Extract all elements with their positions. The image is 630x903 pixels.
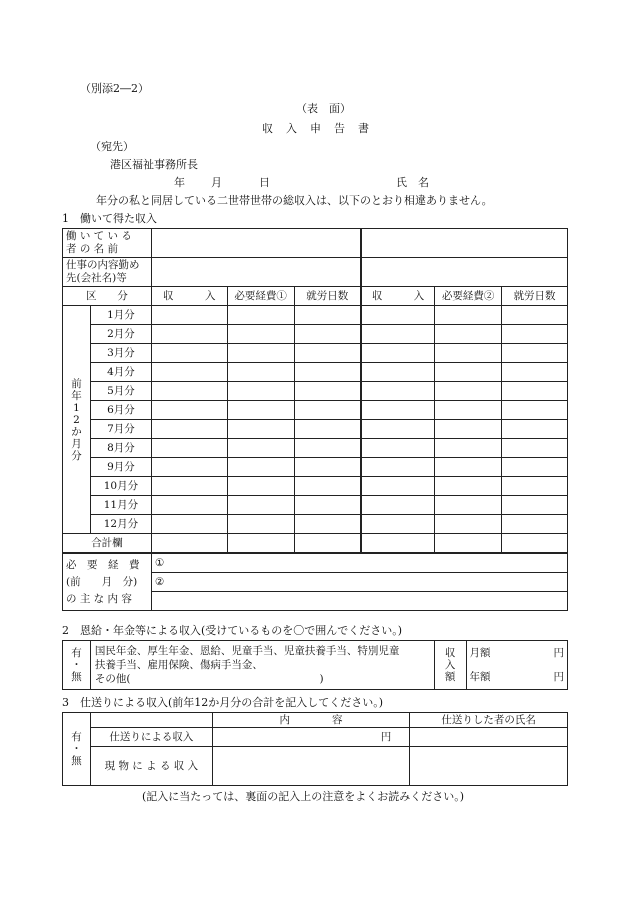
expense-row-1[interactable]: ① <box>151 553 567 573</box>
in-kind-row-label: 現 物 に よ る 収 入 <box>90 747 212 786</box>
month-label: 2月分 <box>90 325 151 344</box>
col-income-2: 収 入 <box>361 287 435 306</box>
in-kind-content[interactable] <box>212 747 409 786</box>
job-label-1: 仕事の内容勤め <box>66 259 140 271</box>
month-label: 4月分 <box>90 363 151 382</box>
col-days-2: 就労日数 <box>502 287 568 306</box>
name-label: 氏 名 <box>396 176 429 189</box>
footer-note: (記入に当たっては、裏面の記入上の注意をよくお読みください。) <box>142 790 465 803</box>
addressee-label: （宛先） <box>90 140 134 153</box>
col-income-1: 収 入 <box>151 287 227 306</box>
attachment-label: （別添2―2） <box>80 82 149 95</box>
declaration: 年分の私と同居している二世帯世帯の総収入は、以下のとおり相違ありません。 <box>96 194 493 207</box>
monthly-amount[interactable]: 月額 円 <box>466 641 567 666</box>
worker-name-label-2: 者 の 名 前 <box>66 243 119 255</box>
col-expense-1: 必要経費① <box>227 287 294 306</box>
col-days-1: 就労日数 <box>294 287 361 306</box>
in-kind-sender[interactable] <box>410 747 568 786</box>
date-day: 日 <box>259 176 270 189</box>
side-label: （表 面） <box>296 102 351 115</box>
month-label: 11月分 <box>90 496 151 515</box>
section2-heading: 2 恩給・年金等による収入(受けているものを〇で囲んでください。) <box>62 624 403 637</box>
month-label: 6月分 <box>90 401 151 420</box>
amount-label: 収 入 額 <box>434 641 466 690</box>
col-category: 区 分 <box>63 287 152 306</box>
month-label: 1月分 <box>90 306 151 325</box>
month-label: 7月分 <box>90 420 151 439</box>
remittance-table <box>62 712 568 786</box>
expense-row-3[interactable] <box>151 592 567 611</box>
expense-label: 必 要 経 費 (前 月 分) の 主 な 内 容 <box>63 553 152 611</box>
job-input-2[interactable] <box>361 258 568 287</box>
addressee: 港区福祉事務所長 <box>110 158 198 171</box>
section1-heading: 1 働いて得た収入 <box>62 212 157 225</box>
job-label-2: 先(会社名)等 <box>66 272 127 284</box>
section3-heading: 3 仕送りによる収入(前年12か月分の合計を記入してください。) <box>62 696 384 709</box>
col-expense-2: 必要経費② <box>435 287 502 306</box>
earned-income-table <box>62 228 568 611</box>
remittance-row-label: 仕送りによる収入 <box>90 728 212 747</box>
month-label: 9月分 <box>90 458 151 477</box>
total-label: 合計欄 <box>63 534 152 554</box>
date-year: 年 <box>174 176 185 189</box>
period-label: 前 年 1 2 か 月 分 <box>63 306 91 534</box>
col-sender: 仕送りした者の氏名 <box>410 713 568 728</box>
date-month: 月 <box>211 176 222 189</box>
expense-row-2[interactable]: ② <box>151 573 567 592</box>
month-label: 12月分 <box>90 515 151 534</box>
month-label: 5月分 <box>90 382 151 401</box>
month-label: 8月分 <box>90 439 151 458</box>
page-title: 収 入 申 告 書 <box>262 122 370 135</box>
yearly-amount[interactable]: 年額 円 <box>466 665 567 690</box>
remittance-yesno[interactable]: 有 ・ 無 <box>63 713 91 786</box>
worker-name-label-1: 働 い て い る <box>66 230 132 242</box>
col-content: 内 容 <box>212 713 409 728</box>
pension-yesno[interactable]: 有 ・ 無 <box>63 641 91 690</box>
pension-table <box>62 640 568 690</box>
job-input-1[interactable] <box>151 258 361 287</box>
remittance-sender[interactable] <box>410 728 568 747</box>
worker-name-input-1[interactable] <box>151 229 361 258</box>
remittance-amount[interactable]: 円 <box>212 728 409 747</box>
pension-types[interactable]: 国民年金、厚生年金、恩給、児童手当、児童扶養手当、特別児童 扶養手当、雇用保険、傷病手当金、 その他( ) <box>90 641 434 690</box>
month-label: 10月分 <box>90 477 151 496</box>
worker-name-input-2[interactable] <box>361 229 568 258</box>
month-label: 3月分 <box>90 344 151 363</box>
